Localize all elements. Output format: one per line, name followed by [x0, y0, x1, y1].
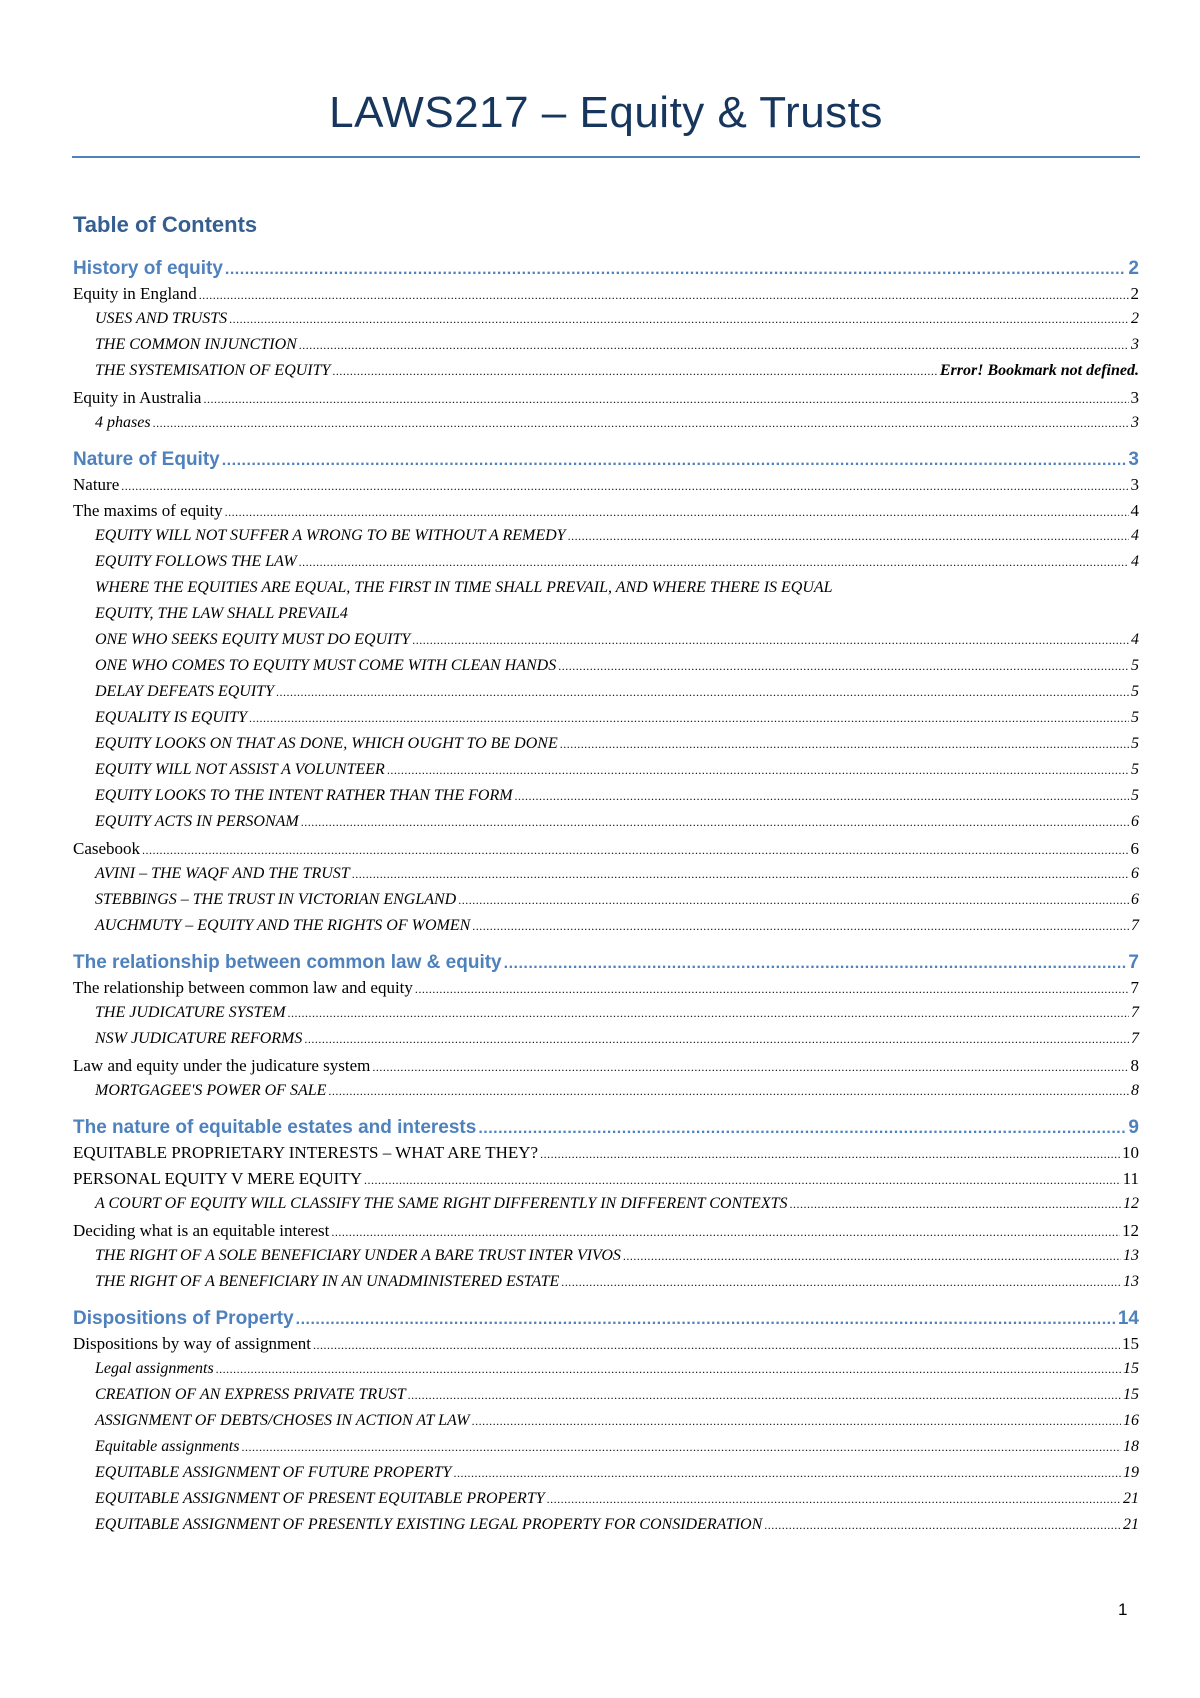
- toc-entry-label: The relationship between common law & equity: [73, 952, 502, 973]
- toc-entry-label: THE RIGHT OF A BENEFICIARY IN AN UNADMINISTERED ESTATE: [95, 1273, 560, 1290]
- toc-page-number: 6: [1131, 865, 1139, 882]
- toc-entry-label: EQUITY LOOKS TO THE INTENT RATHER THAN THE FORM: [95, 787, 513, 804]
- toc-entry[interactable]: [73, 527, 1139, 553]
- toc-leader-dots: [415, 982, 1129, 997]
- toc-entry-label: THE RIGHT OF A SOLE BENEFICIARY UNDER A BARE TRUST INTER VIVOS: [95, 1247, 621, 1264]
- toc-entry[interactable]: [73, 1117, 1139, 1143]
- toc-entry[interactable]: [73, 865, 1139, 891]
- toc-entry-label: THE COMMON INJUNCTION: [95, 336, 297, 353]
- toc-entry[interactable]: [73, 952, 1139, 978]
- toc-leader-dots: [458, 893, 1129, 908]
- toc-entry-label: EQUITY FOLLOWS THE LAW: [95, 553, 297, 570]
- toc-page-number: 5: [1131, 657, 1139, 674]
- toc-entry-label: 4 phases: [95, 414, 151, 431]
- toc-page-number: 3: [1130, 388, 1139, 407]
- toc-entry[interactable]: [73, 631, 1139, 657]
- toc-entry-label: Equitable assignments: [95, 1438, 240, 1455]
- toc-entry-label: EQUITABLE ASSIGNMENT OF FUTURE PROPERTY: [95, 1464, 452, 1481]
- toc-entry[interactable]: [73, 709, 1139, 735]
- toc-leader-dots: [560, 737, 1129, 752]
- toc-entry[interactable]: [73, 1273, 1139, 1299]
- toc-leader-dots: [331, 1225, 1120, 1240]
- toc-leader-dots: [299, 555, 1129, 570]
- toc-leader-dots: [296, 1311, 1116, 1329]
- toc-leader-dots: [789, 1197, 1121, 1212]
- toc-entry-label: Legal assignments: [95, 1360, 214, 1377]
- toc-entry[interactable]: [73, 917, 1139, 943]
- toc-leader-dots: [623, 1249, 1121, 1264]
- toc-leader-dots: [764, 1518, 1121, 1533]
- toc-entry[interactable]: [73, 657, 1139, 683]
- toc-page-number: 6: [1130, 839, 1139, 858]
- toc-page-number: 18: [1123, 1438, 1139, 1455]
- toc-leader-dots: [216, 1362, 1121, 1377]
- toc-page-number: 5: [1131, 683, 1139, 700]
- toc-entry[interactable]: [73, 1004, 1139, 1030]
- toc-leader-dots: [472, 919, 1129, 934]
- toc-leader-dots: [372, 1060, 1128, 1075]
- toc-entry[interactable]: [73, 449, 1139, 475]
- toc-entry-label: Casebook: [73, 839, 141, 858]
- toc-page-number: 7: [1131, 917, 1139, 934]
- toc-leader-dots: [568, 529, 1129, 544]
- toc-entry-label: Deciding what is an equitable interest: [73, 1221, 330, 1240]
- toc-page-number: 5: [1131, 735, 1139, 752]
- toc-page-number: 16: [1123, 1412, 1139, 1429]
- toc-leader-dots: [515, 789, 1129, 804]
- toc-page-number: 8: [1131, 1082, 1139, 1099]
- toc-page-number: 7: [1130, 978, 1139, 997]
- toc-entry[interactable]: [73, 310, 1139, 336]
- toc-entry-label-continued: EQUITY, THE LAW SHALL PREVAIL: [95, 605, 340, 622]
- toc-page-number: 6: [1131, 891, 1139, 908]
- toc-entry-label: WHERE THE EQUITIES ARE EQUAL, THE FIRST IN TIME SHALL PREVAIL, AND WHERE THERE IS EQUAL: [95, 579, 833, 596]
- toc-entry-line: [95, 579, 1139, 605]
- toc-entry[interactable]: [73, 1082, 1139, 1108]
- toc-entry[interactable]: [73, 787, 1139, 813]
- toc-page-number: 4: [1131, 553, 1139, 570]
- toc-entry[interactable]: [73, 1143, 1139, 1169]
- toc-leader-dots: [225, 261, 1127, 279]
- toc-entry-label: CREATION OF AN EXPRESS PRIVATE TRUST: [95, 1386, 406, 1403]
- toc-entry[interactable]: [73, 1308, 1139, 1334]
- toc-entry[interactable]: [73, 1412, 1139, 1438]
- toc-entry-label: Law and equity under the judicature system: [73, 1056, 371, 1075]
- toc-entry[interactable]: [73, 579, 1139, 631]
- toc-entry[interactable]: [73, 475, 1139, 501]
- toc-entry[interactable]: [73, 1386, 1139, 1412]
- toc-leader-dots: [153, 416, 1129, 431]
- toc-page-number: 2: [1131, 310, 1139, 327]
- toc-page-number: 8: [1130, 1056, 1139, 1075]
- toc-entry-label: EQUITY ACTS IN PERSONAM: [95, 813, 299, 830]
- toc-entry-label: STEBBINGS – THE TRUST IN VICTORIAN ENGLAND: [95, 891, 457, 908]
- toc-entry-label: Dispositions by way of assignment: [73, 1334, 311, 1353]
- toc-page-number: 15: [1122, 1334, 1139, 1353]
- toc-entry-label: ONE WHO SEEKS EQUITY MUST DO EQUITY: [95, 631, 411, 648]
- toc-page-number: 12: [1123, 1195, 1139, 1212]
- toc-entry[interactable]: [73, 1169, 1139, 1195]
- toc-leader-dots: [352, 867, 1129, 882]
- toc-leader-dots: [241, 1440, 1121, 1455]
- toc-entry-label: The nature of equitable estates and interests: [73, 1117, 477, 1138]
- toc-entry[interactable]: [73, 1030, 1139, 1056]
- toc-entry-label: The relationship between common law and equity: [73, 978, 413, 997]
- toc-leader-dots: [229, 312, 1129, 327]
- toc-entry[interactable]: [73, 284, 1139, 310]
- toc-page-number: 7: [1131, 1030, 1139, 1047]
- toc-entry[interactable]: [73, 1360, 1139, 1386]
- toc-leader-dots: [199, 288, 1129, 303]
- toc-entry-label: MORTGAGEE'S POWER OF SALE: [95, 1082, 327, 1099]
- toc-leader-dots: [412, 633, 1129, 648]
- toc-entry-label: THE JUDICATURE SYSTEM: [95, 1004, 286, 1021]
- toc-page-number: 5: [1131, 787, 1139, 804]
- toc-entry-label: EQUITABLE PROPRIETARY INTERESTS – WHAT ARE THEY?: [73, 1143, 539, 1162]
- toc-entry[interactable]: [73, 1334, 1139, 1360]
- toc-page-number: 9: [1128, 1117, 1139, 1138]
- toc-page-number: 3: [1128, 449, 1139, 470]
- table-of-contents: [73, 258, 1139, 1542]
- toc-entry[interactable]: [73, 761, 1139, 787]
- toc-entry[interactable]: [73, 1056, 1139, 1082]
- toc-entry-label: Equity in Australia: [73, 388, 202, 407]
- toc-leader-dots: [225, 505, 1129, 520]
- toc-page-number: 7: [1131, 1004, 1139, 1021]
- toc-entry-label: AUCHMUTY – EQUITY AND THE RIGHTS OF WOMEN: [95, 917, 471, 934]
- toc-page-number: 4: [1131, 527, 1139, 544]
- toc-entry-label: ASSIGNMENT OF DEBTS/CHOSES IN ACTION AT LAW: [95, 1412, 470, 1429]
- toc-leader-dots: [249, 711, 1129, 726]
- toc-entry[interactable]: [73, 1221, 1139, 1247]
- toc-entry-label: History of equity: [73, 258, 223, 279]
- toc-entry-label: Nature of Equity: [73, 449, 220, 470]
- title-rule: [72, 156, 1140, 158]
- toc-page-number: 3: [1131, 414, 1139, 431]
- toc-page-number: 5: [1131, 761, 1139, 778]
- toc-entry[interactable]: [73, 891, 1139, 917]
- toc-entry[interactable]: [73, 336, 1139, 362]
- toc-leader-dots: [478, 1120, 1126, 1138]
- page-number: 1: [1118, 1600, 1128, 1619]
- toc-leader-dots: [288, 1006, 1129, 1021]
- toc-entry[interactable]: [73, 839, 1139, 865]
- toc-entry[interactable]: [73, 501, 1139, 527]
- toc-entry-label: The maxims of equity: [73, 501, 223, 520]
- toc-page-number: 13: [1123, 1247, 1139, 1264]
- toc-entry[interactable]: [73, 553, 1139, 579]
- toc-page-number: 21: [1123, 1516, 1139, 1533]
- toc-leader-dots: [453, 1466, 1121, 1481]
- toc-entry[interactable]: [73, 735, 1139, 761]
- toc-entry[interactable]: [73, 1247, 1139, 1273]
- toc-entry[interactable]: [73, 414, 1139, 440]
- toc-entry[interactable]: [73, 683, 1139, 709]
- toc-page-number: 3: [1131, 336, 1139, 353]
- toc-entry-label: EQUALITY IS EQUITY: [95, 709, 248, 726]
- toc-leader-dots: [558, 659, 1129, 674]
- toc-entry-label: DELAY DEFEATS EQUITY: [95, 683, 274, 700]
- toc-entry[interactable]: [73, 388, 1139, 414]
- toc-entry[interactable]: [73, 1195, 1139, 1221]
- toc-entry-line: [95, 605, 1139, 631]
- toc-entry[interactable]: [73, 813, 1139, 839]
- toc-entry[interactable]: [73, 1464, 1139, 1490]
- toc-page-number: 11: [1122, 1169, 1139, 1188]
- toc-page-number: 19: [1123, 1464, 1139, 1481]
- toc-entry-label: A COURT OF EQUITY WILL CLASSIFY THE SAME RIGHT DIFFERENTLY IN DIFFERENT CONTEXTS: [95, 1195, 788, 1212]
- toc-entry-label: EQUITABLE ASSIGNMENT OF PRESENT EQUITABLE PROPERTY: [95, 1490, 545, 1507]
- toc-page-number: 2: [1128, 258, 1139, 279]
- toc-entry[interactable]: [73, 1516, 1139, 1542]
- toc-leader-dots: [332, 364, 937, 379]
- toc-page-number: 4: [1130, 501, 1139, 520]
- toc-leader-dots: [504, 955, 1127, 973]
- toc-page-number: Error! Bookmark not defined.: [939, 362, 1139, 379]
- toc-entry-label: PERSONAL EQUITY V MERE EQUITY: [73, 1169, 362, 1188]
- toc-leader-dots: [387, 763, 1129, 778]
- toc-page-number: 15: [1123, 1386, 1139, 1403]
- document-title: LAWS217 – Equity & Trusts: [329, 88, 883, 137]
- toc-leader-dots: [301, 815, 1129, 830]
- toc-page-number: 4: [339, 605, 348, 622]
- toc-entry-label: Dispositions of Property: [73, 1308, 294, 1329]
- toc-heading: Table of Contents: [73, 212, 258, 237]
- toc-entry[interactable]: [73, 1490, 1139, 1516]
- toc-leader-dots: [547, 1492, 1121, 1507]
- toc-leader-dots: [121, 479, 1128, 494]
- toc-leader-dots: [299, 338, 1129, 353]
- toc-leader-dots: [408, 1388, 1121, 1403]
- toc-page-number: 2: [1130, 284, 1139, 303]
- toc-leader-dots: [222, 452, 1127, 470]
- toc-page-number: 10: [1122, 1143, 1139, 1162]
- toc-entry[interactable]: [73, 978, 1139, 1004]
- toc-leader-dots: [313, 1338, 1120, 1353]
- toc-entry[interactable]: [73, 1438, 1139, 1464]
- toc-entry-label: EQUITY WILL NOT ASSIST A VOLUNTEER: [95, 761, 385, 778]
- toc-entry-label: ONE WHO COMES TO EQUITY MUST COME WITH CLEAN HANDS: [95, 657, 557, 674]
- toc-page-number: 14: [1117, 1308, 1139, 1329]
- toc-entry[interactable]: [73, 258, 1139, 284]
- toc-entry-label: Nature: [73, 475, 120, 494]
- toc-entry[interactable]: [73, 362, 1139, 388]
- toc-leader-dots: [540, 1147, 1120, 1162]
- toc-leader-dots: [328, 1084, 1129, 1099]
- toc-page-number: 6: [1131, 813, 1139, 830]
- toc-page-number: 13: [1123, 1273, 1139, 1290]
- toc-leader-dots: [364, 1173, 1121, 1188]
- toc-leader-dots: [472, 1414, 1121, 1429]
- toc-leader-dots: [304, 1032, 1129, 1047]
- toc-leader-dots: [203, 392, 1128, 407]
- toc-page-number: 4: [1131, 631, 1139, 648]
- toc-entry-label: EQUITY WILL NOT SUFFER A WRONG TO BE WITHOUT A REMEDY: [95, 527, 566, 544]
- toc-page-number: 21: [1123, 1490, 1139, 1507]
- toc-entry-label: Equity in England: [73, 284, 197, 303]
- toc-leader-dots: [276, 685, 1129, 700]
- toc-entry-label: AVINI – THE WAQF AND THE TRUST: [95, 865, 350, 882]
- toc-page-number: 3: [1130, 475, 1139, 494]
- toc-entry-label: THE SYSTEMISATION OF EQUITY: [95, 362, 331, 379]
- toc-leader-dots: [142, 843, 1128, 858]
- toc-page-number: 12: [1122, 1221, 1139, 1240]
- toc-page-number: 7: [1128, 952, 1139, 973]
- toc-entry-label: EQUITY LOOKS ON THAT AS DONE, WHICH OUGHT TO BE DONE: [95, 735, 558, 752]
- toc-entry-label: USES AND TRUSTS: [95, 310, 228, 327]
- toc-page-number: 5: [1131, 709, 1139, 726]
- toc-leader-dots: [561, 1275, 1121, 1290]
- toc-entry-label: NSW JUDICATURE REFORMS: [95, 1030, 303, 1047]
- toc-entry-label: EQUITABLE ASSIGNMENT OF PRESENTLY EXISTING LEGAL PROPERTY FOR CONSIDERATION: [95, 1516, 763, 1533]
- toc-page-number: 15: [1123, 1360, 1139, 1377]
